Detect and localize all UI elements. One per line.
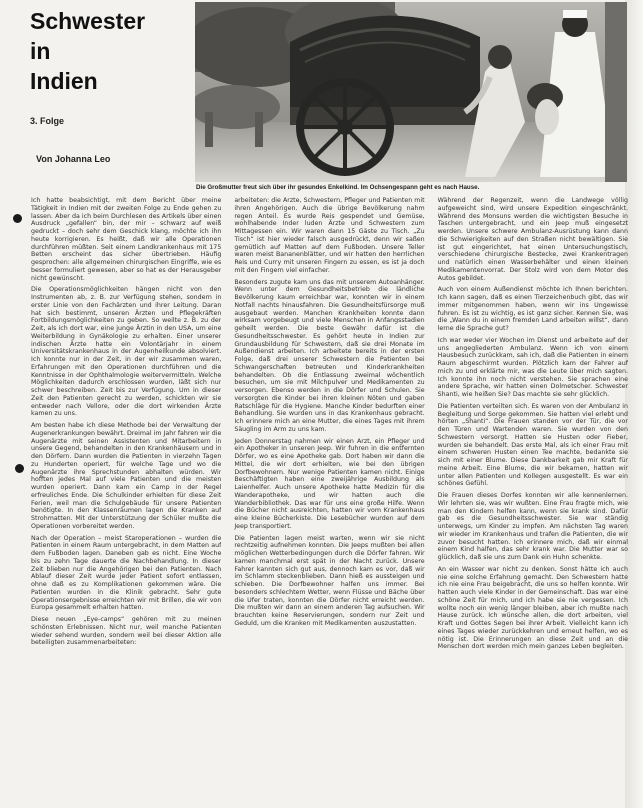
photo-ox-cart [195,2,627,182]
paragraph: Die Operationsmöglichkeiten hängen nicht von den Instrumenten ab, z. B. zur Verfügung stehen, sondern in erster Linie von den Fachärzten und ihrer Leitung. Daran hat sich bestimmt, unseren Ärzten und Pflegekräften Fortbildungsmöglichkeiten zu geben. So weilte z. B. zu der Zeit, als ich dort war, eine junge Ärztin in den USA, um eine Weiterbildung in Gynäkologie zu erhalten. Einer unserer indischen Ärzte hatte ein Volontärjahr in einem Universitätskrankenhaus in der Augenheilkunde absolviert. Ich konnte nur in der Zeit, in der wir zusammen waren, Erfahrungen mit den Operationen durchführen und die Kenntnisse in der Ophthalmologie weitervermitteln. Welche Möglichkeiten dadurch erschlossen wurden, läßt sich nur schwer beschreiben. Zeit bis zur Verfügung. Um in dieser Zeit den Patienten gerecht zu werden, schickten wir sie entweder nach Vellore, oder die dort wirkenden Ärzte kamen zu uns. [31,286,222,418]
paragraph: Jeden Donnerstag nahmen wir einen Arzt, ein Pfleger und ein Apotheker in unseren Jeep. Wir fuhren in die entfernten Dörfer, wo es eine Apotheke gab. Dort haben wir dann die Mittel, die wir dort erhielten, wie bei den übrigen Dorfbewohnern. Nur wenige Patienten kamen nicht. Einige Beschäftigten haben eine zweijährige Ausbildung als Laienhelfer. Auch unsere Apotheke hatte Medizin für die Wanderapotheke, und wir hatten auch die Wanderbibliothek. Das war für uns eine große Hilfe. Wenn die Bücher nicht ausreichten, hatten wir vom Krankenhaus eine kleine Bücherkiste. Die Lesebücher wurden auf dem Jeep transportiert. [234,437,425,530]
paragraph: arbeiteten: die Ärzte, Schwestern, Pfleger und Patienten mit ihren Angehörigen. Auch die übrige Bevölkerung nahm regen Anteil. Es wurde Reis gespendet und Gemüse, wohlhabende Inder luden Ärzte und Schwestern zum Mittagessen ein. Wir waren dann 15 Gäste zu Tisch. „Zu Tisch“ ist hier wieder falsch ausgedrückt, denn wir saßen gemütlich auf Matten auf dem Fußboden. Unsere Teller waren meist Bananenblätter, und wir hatten den herrlichen Reis und Curry mit unseren Fingern zu essen, es ist ja doch mit den Fingern viel einfacher. [234,197,425,274]
installment-label: 3. Folge [30,116,65,126]
paragraph: Diese neuen „Eye-camps“ gehören mit zu meinen schönsten Erlebnissen. Nicht nur, weil manche Patienten wieder sehend wurden, sondern weil bei dieser Aktion alle beteiligten zusammenarbeiteten: [31,616,222,647]
paragraph: Während der Regenzeit, wenn die Landwege völlig aufgeweicht sind, wird unsere Expedition eingeschränkt. Während des Monsuns werden die wichtigsten Besuche in Taschen untergebracht, und ein Jeep muß eingesetzt werden. Unsere schwere Ambulanz-Ausrüstung kann dann die Schwierigkeiten auf den Straßen nicht bewältigen. Sie ist gut eingerichtet, hat einen Untersuchungstisch, verschiedene chirurgische Bestecke, zwei Krankentragen und natürlich einen Wasserbehälter und einen kleinen Medikamentenvorrat. Der Stolz wird von dem Motor des Autos gebildet. [437,197,628,282]
paragraph: An ein Wasser war nicht zu denken. Sonst hätte ich auch nie eine solche Erfahrung gemacht. Den Schwestern hatte ich nie eine Frau beigebracht, die uns so helfen konnte. Wir hatten auch viele Kinder in der Gemeinschaft. Das war eine schöne Zeit für mich, und ich habe sie nie vergessen. Ich wollte noch ein wenig länger bleiben, aber ich mußte nach Hause zurück. Ich wünsche allen, die dort arbeiten, viel Kraft und Gottes Segen bei ihrer Arbeit. Vielleicht kann ich eines Tages wieder zurückkehren und erneut helfen, wo es nötig ist. Die Erinnerungen an diese Zeit und an die Menschen dort werden mich mein ganzes Leben begleiten. [437,565,628,651]
paragraph: Besonders zugute kam uns das mit unserem Autoanhänger. Wenn unter dem Gesundheitsbetrieb die ländliche Bevölkerung kaum erreichbar war, konnten wir in einem Notfall nachts hinausfahren. Die Gesundheitsfürsorge muß ausgebaut werden. Manchen Krankheiten konnte dann wirksam vorgebeugt und viele Menschen in Anfangsstadien geheilt werden. Die beste Gewähr dafür ist die Gesundheitsschwester. Es gehört heute in Indien zur Grundausbildung für Schwestern, daß sie drei Monate im Außendienst arbeiten. Ich arbeitete bereits in der ersten Folge, daß drei unserer Schwestern die Patienten bei Schwangerschaften betreuten und Kinderkrankheiten behandelten. Ob die Entlassung zweimal wöchentlich besuchen, um sie mit Milchpulver und Medikamenten zu versorgen. Ebenso werden in die Dörfer und Schulen. Sie versorgten die Kinder bei ihren kleinen Nöten und gaben Ratschläge für die Hygiene. Manche Kinder bedurften einer Behandlung. Sie wurden uns in das Krankenhaus gebracht. Ich erinnere mich an eine Mutter, die eines Tages mit ihrem Säugling im Arm zu uns kam. [234,278,425,433]
paragraph: Die Patienten verteilten sich. Es waren von der Ambulanz in Begleitung und Sorge gekommen. Sie hatten viel erlebt und hörten „Shanti“. Die Frauen standen vor der Tür, die vor den Türen und Wartenden waren. Sie wurden von den Schwestern versorgt. Hatten sie Husten oder Fieber, wurden sie behandelt. Das erste Mal, als ich einer Frau mit einem schweren Husten einen Tee machte, bedankte sie sich mit einer Blume. Diese Dankbarkeit gab mir Kraft für meine Arbeit. Eine Blume, die wir bekamen, hatten wir unter allen Patienten und Kollegen ausgestellt. Es war ein schönes Gefühl. [437,402,628,488]
paragraph: Auch von einem Außendienst möchte ich Ihnen berichten. Ich kann sagen, daß es einen Tierzeichenbuch gibt, das wir immer mitgenommen haben, wenn wir ins Ungewisse fuhren. Es ist zu wichtig, es ist ganz sicher. Kennen Sie, was die „Wann du in einem fremden Land arbeiten willst“, dann lerne die Sprache gut? [437,286,628,332]
paragraph: Nach der Operation – meist Staroperationen – wurden die Patienten in einem Raum untergebracht, in dem Matten auf dem Fußboden lagen. Daneben gab es nicht. Eine Woche bis zu zehn Tage dauerte die Nachbehandlung. In dieser Zeit blieben nur die Angehörigen bei den Patienten. Nach Ablauf dieser Zeit wurde jeder Patient sofort entlassen, ohne daß es zu Komplikationen gekommen wäre. Die Patienten wurden in die Klinik gebracht. Sehr gute Operationsergebnisse erreichten wir mit Brillen, die wir von Europa gesammelt erhalten hatten. [31,534,222,612]
text-columns [31,197,628,795]
paragraph: Die Frauen dieses Dorfes konnten wir alle kennenlernen. Wir lehrten sie, was wir wußten. Eine Frau fragte mich, wie man den Kindern helfen kann, wenn sie krank sind. Dafür gab es die Gesundheitsschwester. Sie war ständig unterwegs, um Kinder zu impfen. Am nächsten Tag waren wir wieder im Krankenhaus und trafen die Patienten, die wir zuvor besucht hatten. Ich erinnere mich, daß wir einmal einem Kind halfen, das sehr krank war. Die Mutter war so glücklich, daß sie uns zum Dank ein Huhn schenkte. [437,492,628,561]
article-title [30,6,145,96]
photo-caption: Die Großmutter freut sich über ihr gesundes Enkelkind. Im Ochsengespann geht es nach Hause. [196,184,480,191]
text-column-1 [31,197,221,795]
paragraph: Ich hatte beabsichtigt, mit dem Bericht über meine Tätigkeit in Indien mit der zweiten Folge zu Ende gehen zu lassen. Aber da ich beim Durchlesen des Artikels über einen Ausdruck „gefallen“ bin, der mir – schwarz auf weiß gedruckt – doch sehr dem Geschick klang, möchte ich ihn heute korrigieren. Es heißt, daß wir alle Operationen durchführen müßten. Seit einem Landkrankenhaus mit 175 Betten erscheint das sicher übertrieben. Häufig gesprochen: alle allgemeinen chirurgischen Eingriffe, wie es besser formuliert gewesen, aber so hat es der Herausgeber nicht gewünscht. [31,197,222,282]
margin-dot [15,464,24,473]
text-column-2 [234,197,424,795]
title-line: in [30,38,51,64]
paragraph: Die Patienten lagen meist warten, wenn wir sie nicht rechtzeitig aufnehmen konnten. Die Jeeps mußten bei allen möglichen Wetterbedingungen durch die Dörfer fahren. Wir kamen manchmal erst spät in der Nacht zurück. Unsere Fahrer kannten sich gut aus, dennoch kam es vor, daß wir im Schlamm steckenblieben. Dann hieß es aussteigen und schieben. Die Dorfbewohner halfen uns immer. Bei besonders schlechtem Wetter, wenn Flüsse und Bäche über die Ufer traten, konnten die Dörfer nicht erreicht werden. Die mußten wir dann an einem anderen Tag aufsuchen. Wir brauchten keine Reservierungen, sondern nur Zeit und Geduld, um die Kranken mit Medikamenten auszustatten. [234,534,425,627]
author-byline: Von Johanna Leo [36,154,111,164]
paragraph: Am besten habe ich diese Methode bei der Verwaltung der Augenerkrankungen bewährt. Dreimal im Jahr fahren wir die Augenärzte mit seinen Assistenten und Mitarbeitern in unsere Gegend, behandelten in den Krankenhäusern und in den Dörfern. Dann wurden die Patienten in vierzehn Tagen zu Hunderten operiert, für welche Tage und wo die Augenärzte ihre Sprechstunden abhalten würden. Wir hofften jedes Mal auf viele Patienten und die meisten wurden operiert. Dann kam ein Camp in der Regel erfreuliches Ende. Die Schulkinder erhielten für diese Zeit Ferien, weil man die Schulgebäude für unsere Patienten benötigte. In den Klassenräumen lagen die Kranken auf Strohmatten. Mit der Unterstützung der Schüler mußte die Operationen vorbereitet werden. [31,422,222,530]
article-photo [195,2,627,182]
title-line: Schwester [30,8,146,34]
title-line: Indien [30,68,98,94]
margin-dot [13,214,22,223]
text-column-3 [438,197,628,795]
paragraph: Ich war weder vier Wochen im Dienst und arbeitete auf der uns angegliederten Ambulanz. Wenn ich von einem Hausbesuch zurückkam, sah ich, daß die Patienten in einem Raum abgeschirmt wurden. Plötzlich kam der Fahrer auf mich zu und erklärte mir, was die Leute über mich sagten. Ich konnte ihn noch nicht verstehen. Sie sprachen eine andere Sprache, wir hatten einen Dolmetscher. Schwester Shanti, wie heißen Sie? Das machte sie sehr glücklich. [437,336,628,398]
